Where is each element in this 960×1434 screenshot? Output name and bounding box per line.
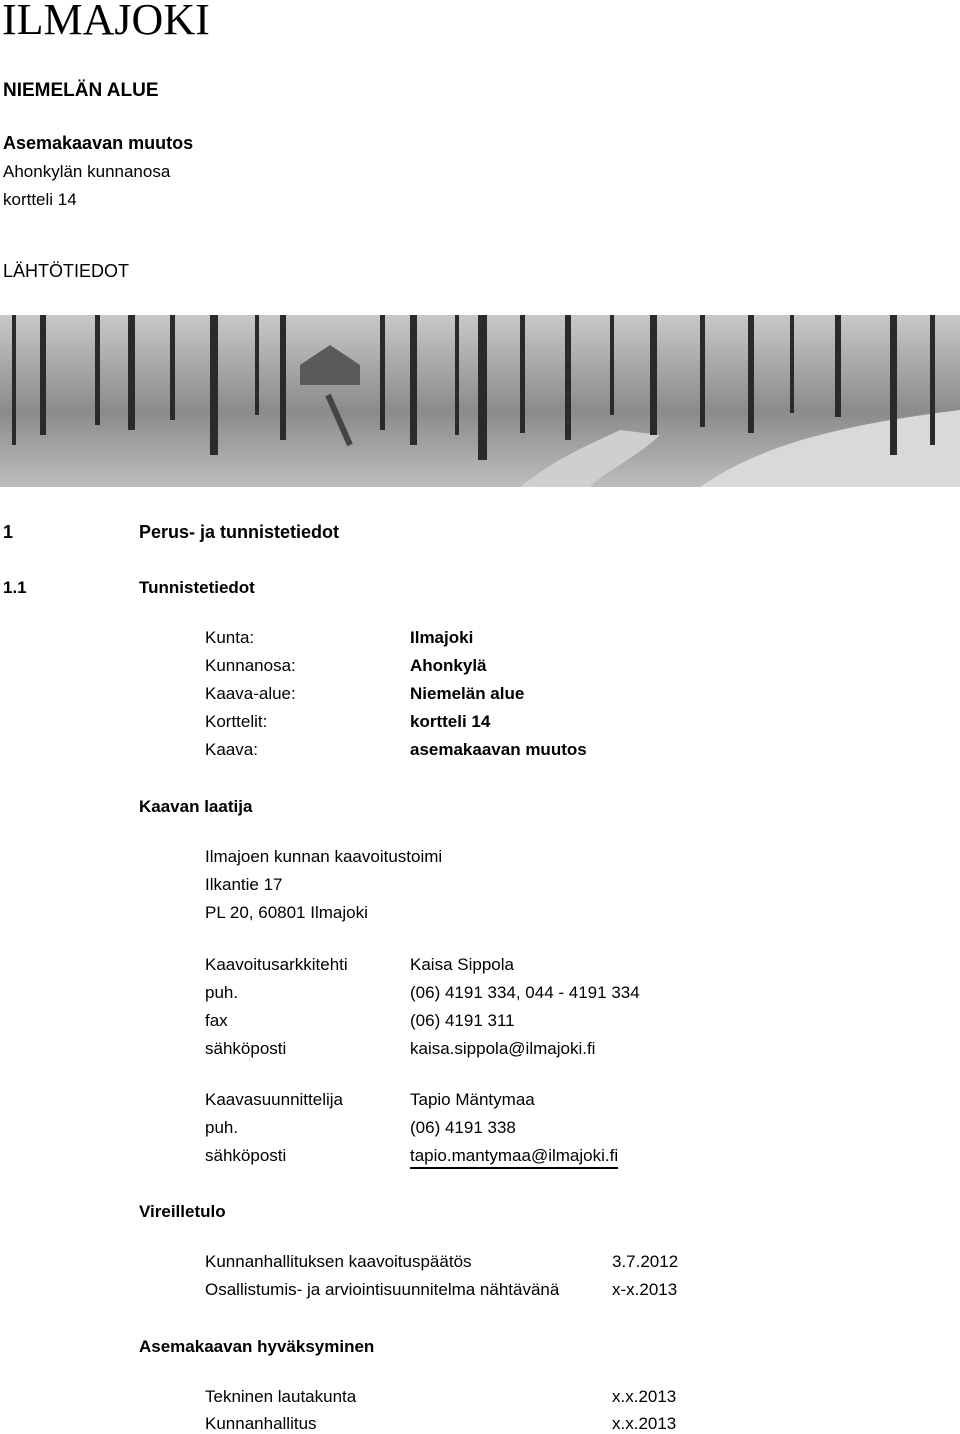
contact-label: Kaavoitusarkkitehti [205,955,348,974]
ident-label: Korttelit: [205,712,268,731]
approval-date: x.x.2013 [612,1414,677,1433]
contact-value: Tapio Mäntymaa [410,1090,535,1109]
contact-value: (06) 4191 334, 044 - 4191 334 [410,983,640,1002]
ident-value: Ilmajoki [410,628,474,647]
document-title: ILMAJOKI [2,0,210,44]
section-heading: Perus- ja tunnistetiedot [139,522,340,542]
contact-label: Kaavasuunnittelija [205,1090,343,1109]
contact-value: (06) 4191 311 [410,1011,515,1030]
section-title: LÄHTÖTIEDOT [3,261,130,281]
section-number: 1 [3,522,14,542]
approval-heading: Asemakaavan hyväksyminen [139,1337,375,1356]
initiation-label: Kunnanhallituksen kaavoituspäätös [205,1252,472,1271]
ident-label: Kunta: [205,628,255,647]
document-type: Asemakaavan muutos [3,133,194,153]
district-name: Ahonkylän kunnanosa [3,162,171,181]
panorama-photo [0,315,960,487]
email-link[interactable]: tapio.mantymaa@ilmajoki.fi [410,1146,618,1169]
initiation-date: x-x.2013 [612,1280,678,1299]
subsection-heading: Tunnistetiedot [139,578,255,597]
contact-label: fax [205,1011,228,1030]
contact-label: puh. [205,1118,239,1137]
contact-value: (06) 4191 338 [410,1118,516,1137]
author-org: Ilmajoen kunnan kaavoitustoimi [205,847,443,866]
subsection-number: 1.1 [3,578,27,597]
block-name: kortteli 14 [3,190,77,209]
ident-label: Kaava: [205,740,258,759]
initiation-heading: Vireilletulo [139,1202,226,1221]
forest-illustration [0,315,960,487]
approval-label: Tekninen lautakunta [205,1387,357,1406]
initiation-date: 3.7.2012 [612,1252,679,1271]
contact-value: Kaisa Sippola [410,955,514,974]
ident-label: Kaava-alue: [205,684,296,703]
approval-date: x.x.2013 [612,1387,677,1406]
ident-label: Kunnanosa: [205,656,296,675]
ident-value: Niemelän alue [410,684,525,703]
ident-value: kortteli 14 [410,712,491,731]
contact-label: sähköposti [205,1146,287,1165]
author-heading: Kaavan laatija [139,797,253,816]
email-link[interactable]: kaisa.sippola@ilmajoki.fi [410,1039,596,1058]
author-postal: PL 20, 60801 Ilmajoki [205,903,368,922]
ident-value: Ahonkylä [410,656,487,675]
approval-label: Kunnanhallitus [205,1414,317,1433]
area-name: NIEMELÄN ALUE [3,80,159,101]
ident-value: asemakaavan muutos [410,740,587,759]
contact-label: puh. [205,983,239,1002]
initiation-label: Osallistumis- ja arviointisuunnitelma nähtävänä [205,1280,560,1299]
author-street: Ilkantie 17 [205,875,283,894]
contact-label: sähköposti [205,1039,287,1058]
